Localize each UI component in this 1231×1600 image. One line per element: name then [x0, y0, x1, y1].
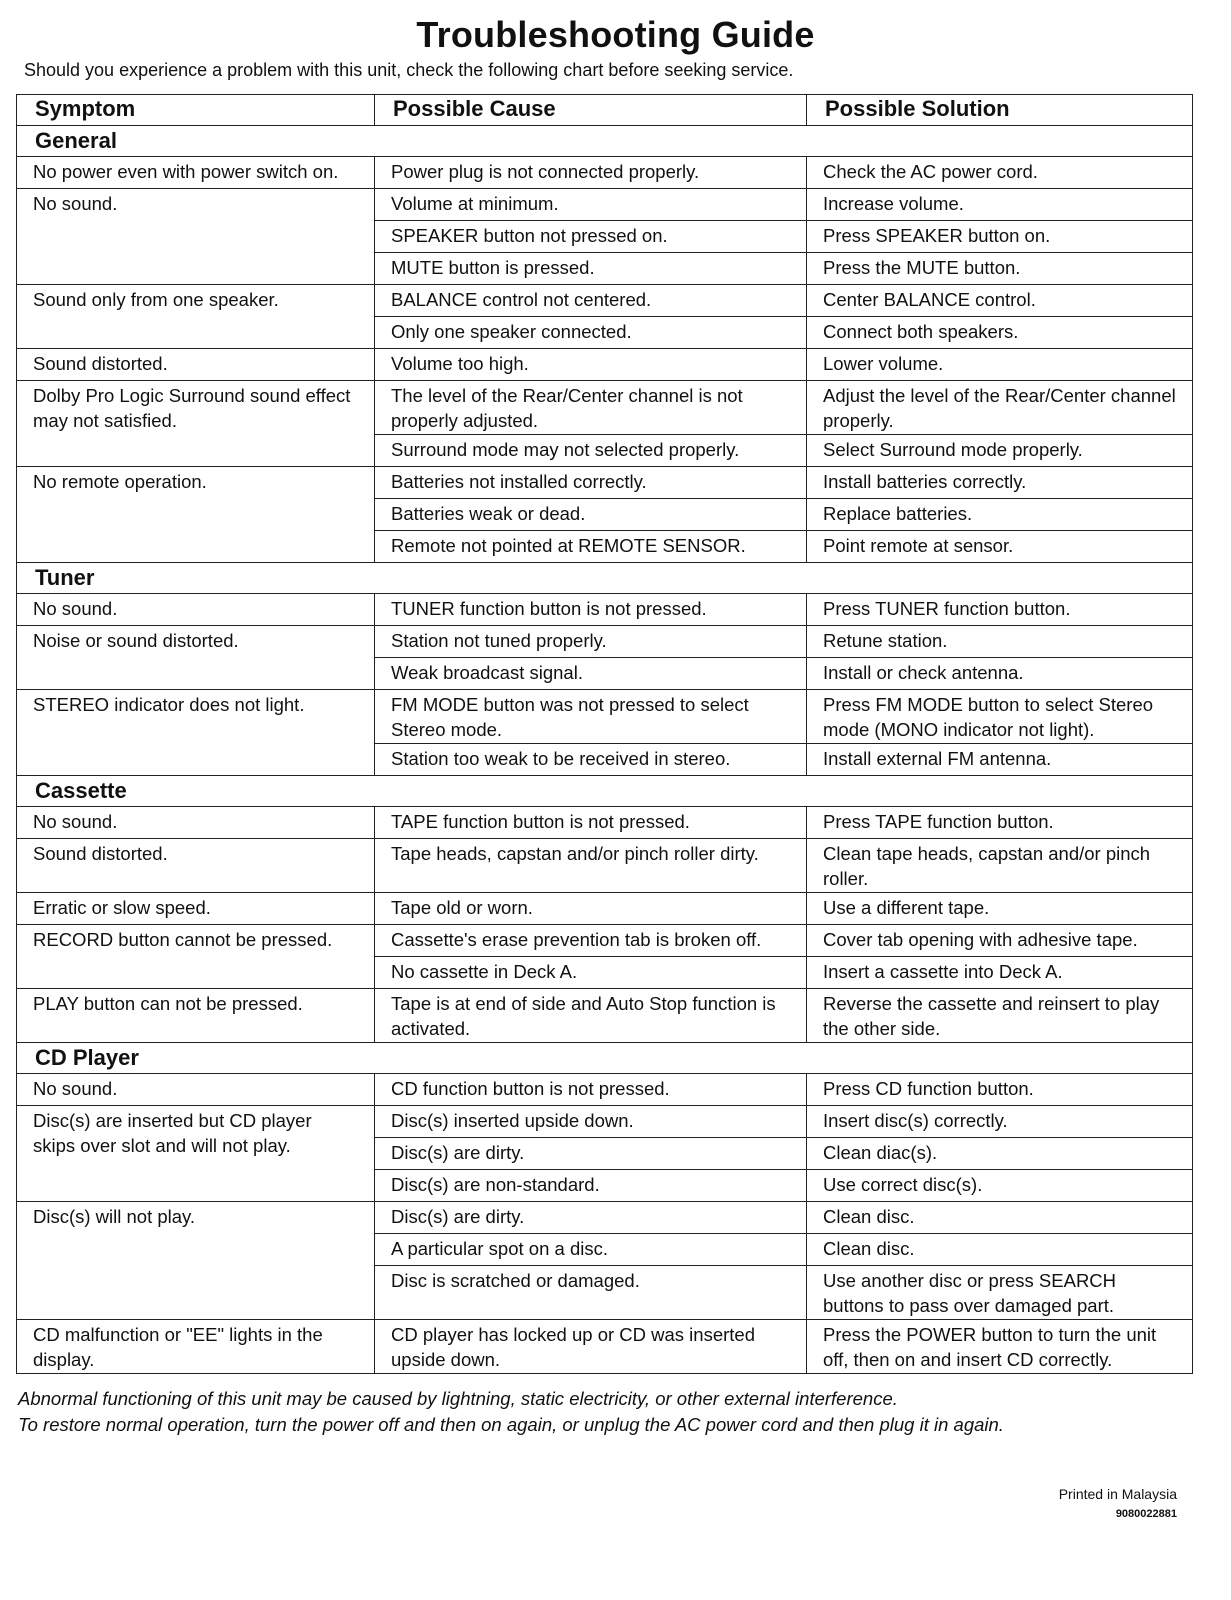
- symptom-cell: No sound.: [17, 1074, 375, 1106]
- symptom-cell: Noise or sound distorted.: [17, 626, 375, 690]
- cause-cell: SPEAKER button not pressed on.: [375, 221, 807, 253]
- section-row: [17, 563, 1193, 594]
- cause-cell: Disc is scratched or damaged.: [375, 1266, 807, 1320]
- cause-cell: Tape old or worn.: [375, 893, 807, 925]
- cause-cell: A particular spot on a disc.: [375, 1234, 807, 1266]
- table-row: [17, 893, 1193, 925]
- notes: [18, 1386, 1004, 1438]
- cause-cell: Disc(s) are dirty.: [375, 1202, 807, 1234]
- printed-in: Printed in Malaysia: [1058, 1486, 1177, 1502]
- solution-cell: Clean disc.: [807, 1202, 1193, 1234]
- table-row: [17, 349, 1193, 381]
- table-row: [17, 285, 1193, 317]
- solution-cell: Select Surround mode properly.: [807, 435, 1193, 467]
- table-row: [17, 807, 1193, 839]
- cause-cell: Volume too high.: [375, 349, 807, 381]
- cause-cell: CD player has locked up or CD was inserted upside down.: [375, 1320, 807, 1374]
- cause-cell: Batteries not installed correctly.: [375, 467, 807, 499]
- solution-cell: Adjust the level of the Rear/Center channel properly.: [807, 381, 1193, 435]
- solution-cell: Center BALANCE control.: [807, 285, 1193, 317]
- solution-cell: Cover tab opening with adhesive tape.: [807, 925, 1193, 957]
- header-symptom: Symptom: [17, 95, 375, 126]
- solution-cell: Increase volume.: [807, 189, 1193, 221]
- solution-cell: Lower volume.: [807, 349, 1193, 381]
- symptom-cell: Erratic or slow speed.: [17, 893, 375, 925]
- symptom-cell: No power even with power switch on.: [17, 157, 375, 189]
- part-code: 9080022881: [1115, 1508, 1177, 1520]
- table-row: [17, 1106, 1193, 1138]
- table-row: [17, 467, 1193, 499]
- table-row: [17, 381, 1193, 435]
- footer: [1059, 1484, 1177, 1524]
- cause-cell: Only one speaker connected.: [375, 317, 807, 349]
- table-row: [17, 989, 1193, 1043]
- solution-cell: Press the POWER button to turn the unit off, then on and insert CD correctly.: [807, 1320, 1193, 1374]
- cause-cell: CD function button is not pressed.: [375, 1074, 807, 1106]
- symptom-cell: No sound.: [17, 594, 375, 626]
- section-title: General: [17, 126, 1193, 157]
- header-solution: Possible Solution: [807, 95, 1193, 126]
- cause-cell: MUTE button is pressed.: [375, 253, 807, 285]
- symptom-cell: CD malfunction or "EE" lights in the display.: [17, 1320, 375, 1374]
- symptom-cell: No sound.: [17, 189, 375, 285]
- solution-cell: Press the MUTE button.: [807, 253, 1193, 285]
- solution-cell: Press CD function button.: [807, 1074, 1193, 1106]
- cause-cell: Batteries weak or dead.: [375, 499, 807, 531]
- table-body: [17, 126, 1193, 1374]
- solution-cell: Insert disc(s) correctly.: [807, 1106, 1193, 1138]
- table-row: [17, 1202, 1193, 1234]
- header-row: [17, 95, 1193, 126]
- symptom-cell: Sound only from one speaker.: [17, 285, 375, 349]
- solution-cell: Press SPEAKER button on.: [807, 221, 1193, 253]
- solution-cell: Use another disc or press SEARCH buttons to pass over damaged part.: [807, 1266, 1193, 1320]
- table-row: [17, 189, 1193, 221]
- section-row: [17, 776, 1193, 807]
- solution-cell: Install or check antenna.: [807, 658, 1193, 690]
- section-row: [17, 1043, 1193, 1074]
- troubleshooting-table: [16, 94, 1193, 1374]
- table-row: [17, 594, 1193, 626]
- solution-cell: Replace batteries.: [807, 499, 1193, 531]
- symptom-cell: PLAY button can not be pressed.: [17, 989, 375, 1043]
- symptom-cell: No sound.: [17, 807, 375, 839]
- cause-cell: Volume at minimum.: [375, 189, 807, 221]
- solution-cell: Press TAPE function button.: [807, 807, 1193, 839]
- cause-cell: Weak broadcast signal.: [375, 658, 807, 690]
- cause-cell: Tape is at end of side and Auto Stop function is activated.: [375, 989, 807, 1043]
- cause-cell: FM MODE button was not pressed to select Stereo mode.: [375, 690, 807, 744]
- solution-cell: Install external FM antenna.: [807, 744, 1193, 776]
- solution-cell: Press FM MODE button to select Stereo mode (MONO indicator not light).: [807, 690, 1193, 744]
- cause-cell: Station not tuned properly.: [375, 626, 807, 658]
- solution-cell: Clean tape heads, capstan and/or pinch roller.: [807, 839, 1193, 893]
- symptom-cell: Disc(s) will not play.: [17, 1202, 375, 1320]
- solution-cell: Use correct disc(s).: [807, 1170, 1193, 1202]
- section-title: Tuner: [17, 563, 1193, 594]
- table-row: [17, 1074, 1193, 1106]
- table-row: [17, 626, 1193, 658]
- cause-cell: TAPE function button is not pressed.: [375, 807, 807, 839]
- table-row: [17, 1320, 1193, 1374]
- cause-cell: Disc(s) are non-standard.: [375, 1170, 807, 1202]
- table-row: [17, 157, 1193, 189]
- cause-cell: Surround mode may not selected properly.: [375, 435, 807, 467]
- solution-cell: Connect both speakers.: [807, 317, 1193, 349]
- cause-cell: TUNER function button is not pressed.: [375, 594, 807, 626]
- cause-cell: Power plug is not connected properly.: [375, 157, 807, 189]
- table-row: [17, 690, 1193, 744]
- section-title: CD Player: [17, 1043, 1193, 1074]
- solution-cell: Install batteries correctly.: [807, 467, 1193, 499]
- section-row: [17, 126, 1193, 157]
- solution-cell: Retune station.: [807, 626, 1193, 658]
- symptom-cell: Disc(s) are inserted but CD player skips over slot and will not play.: [17, 1106, 375, 1202]
- symptom-cell: RECORD button cannot be pressed.: [17, 925, 375, 989]
- solution-cell: Insert a cassette into Deck A.: [807, 957, 1193, 989]
- cause-cell: No cassette in Deck A.: [375, 957, 807, 989]
- table-row: [17, 839, 1193, 893]
- solution-cell: Reverse the cassette and reinsert to play the other side.: [807, 989, 1193, 1043]
- page-title: Troubleshooting Guide: [416, 14, 815, 55]
- cause-cell: BALANCE control not centered.: [375, 285, 807, 317]
- cause-cell: The level of the Rear/Center channel is not properly adjusted.: [375, 381, 807, 435]
- solution-cell: Check the AC power cord.: [807, 157, 1193, 189]
- intro-text: Should you experience a problem with this unit, check the following chart before seeking service.: [24, 60, 794, 80]
- header-cause: Possible Cause: [375, 95, 807, 126]
- cause-cell: Cassette's erase prevention tab is broken off.: [375, 925, 807, 957]
- solution-cell: Use a different tape.: [807, 893, 1193, 925]
- solution-cell: Clean disc.: [807, 1234, 1193, 1266]
- cause-cell: Tape heads, capstan and/or pinch roller dirty.: [375, 839, 807, 893]
- cause-cell: Station too weak to be received in stereo.: [375, 744, 807, 776]
- symptom-cell: Sound distorted.: [17, 349, 375, 381]
- symptom-cell: Dolby Pro Logic Surround sound effect may not satisfied.: [17, 381, 375, 467]
- solution-cell: Point remote at sensor.: [807, 531, 1193, 563]
- cause-cell: Disc(s) inserted upside down.: [375, 1106, 807, 1138]
- note-line: To restore normal operation, turn the power off and then on again, or unplug the AC power cord and then plug it in again.: [18, 1414, 1004, 1435]
- symptom-cell: STEREO indicator does not light.: [17, 690, 375, 776]
- solution-cell: Press TUNER function button.: [807, 594, 1193, 626]
- cause-cell: Remote not pointed at REMOTE SENSOR.: [375, 531, 807, 563]
- solution-cell: Clean diac(s).: [807, 1138, 1193, 1170]
- section-title: Cassette: [17, 776, 1193, 807]
- note-line: Abnormal functioning of this unit may be caused by lightning, static electricity, or other external interference.: [18, 1388, 898, 1409]
- symptom-cell: Sound distorted.: [17, 839, 375, 893]
- cause-cell: Disc(s) are dirty.: [375, 1138, 807, 1170]
- table-row: [17, 925, 1193, 957]
- symptom-cell: No remote operation.: [17, 467, 375, 563]
